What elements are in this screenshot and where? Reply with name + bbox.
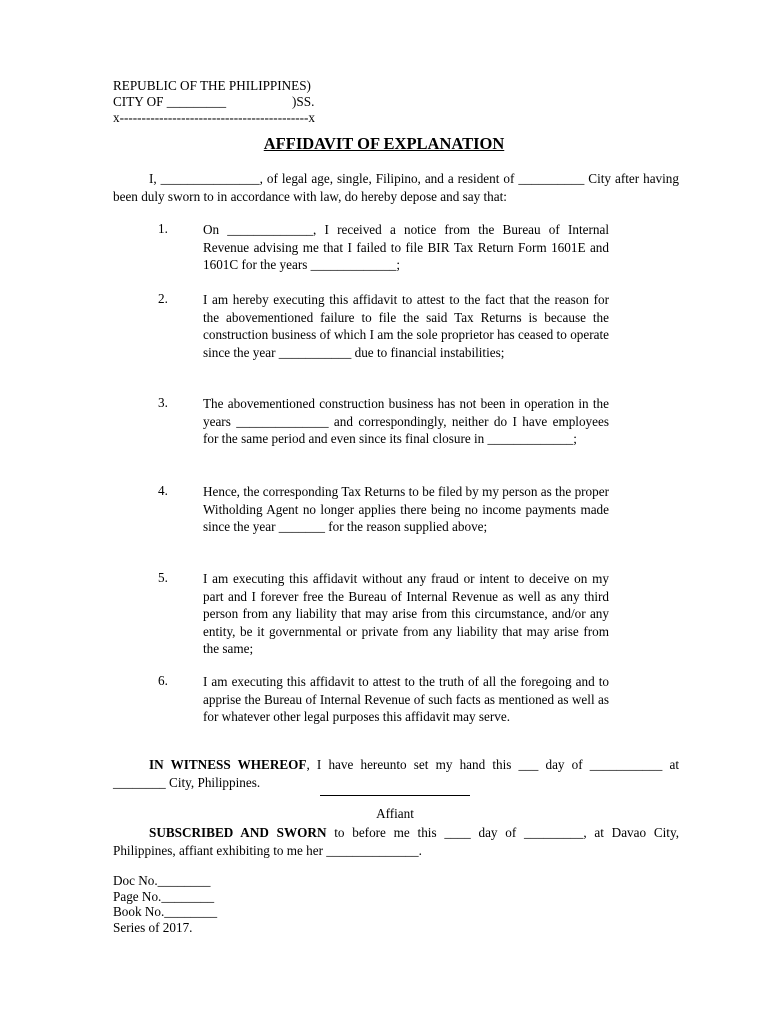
item-number: 4. [158, 483, 168, 498]
item-text: I am executing this affidavit without any fraud or intent to deceive on my part and I forever free the Bureau of Internal Revenue as well as any third person from any liability that may arise from this circumstance, and/or any entity, be it governmental or private from any liability that may arise from the same; [203, 571, 609, 656]
caption-republic: REPUBLIC OF THE PHILIPPINES) [113, 78, 311, 93]
intro-paragraph: I, _______________, of legal age, single, Filipino, and a resident of __________ City after having been duly sworn to in accordance with law, do hereby depose and say that: [113, 171, 679, 204]
item-text: On _____________, I received a notice from the Bureau of Internal Revenue advising me that I failed to file BIR Tax Return Form 1601E and 1601C for the years _____________; [203, 222, 609, 272]
doc-number: Doc No.________ [113, 873, 211, 888]
caption-city: CITY OF _________ )SS. [113, 94, 315, 109]
jurat-text: to before me this ____ day of _________, at Davao City, Philippines, affiant exhibiting to me her ______________. [113, 825, 680, 858]
item-number: 6. [158, 673, 168, 688]
book-number: Book No.________ [113, 904, 218, 919]
item-number: 5. [158, 570, 168, 585]
jurat-heading: SUBSCRIBED AND SWORN [149, 825, 327, 840]
item-number: 3. [158, 395, 168, 410]
item-text: I am hereby executing this affidavit to attest to the fact that the reason for the abovementioned failure to file the said Tax Returns is because the construction business of which I am the sole proprietor has ceased to operate since the year ___________ due to financial instabilities; [203, 292, 609, 360]
witness-text: , I have hereunto set my hand this ___ day of ___________ at ________ City, Philippines. [113, 757, 679, 790]
notarial-register [113, 873, 217, 935]
witness-paragraph [113, 756, 679, 791]
item-number: 2. [158, 291, 168, 306]
witness-heading: IN WITNESS WHEREOF [149, 757, 307, 772]
venue-caption [113, 78, 315, 126]
affiant-label: Affiant [376, 806, 414, 821]
item-number: 1. [158, 221, 168, 236]
item-text: The abovementioned construction business has not been in operation in the years ______________ and correspondingly, neither do I have employees for the same period and even since its final closure in _____________; [203, 396, 609, 446]
item-text: Hence, the corresponding Tax Returns to be filed by my person as the proper Witholding Agent no longer applies there being no income payments made since the year _______ for the reason supplied above; [203, 484, 609, 534]
document-title: AFFIDAVIT OF EXPLANATION [263, 134, 505, 153]
signature-line [320, 795, 470, 796]
series-year: Series of 2017. [113, 919, 193, 935]
caption-separator: x-------------------------------------------x [113, 110, 316, 125]
page-number: Page No.________ [113, 888, 215, 904]
jurat-paragraph [113, 824, 679, 859]
item-text: I am executing this affidavit to attest to the truth of all the foregoing and to apprise the Bureau of Internal Revenue of such facts as mentioned as well as for whatever other legal purposes this affidavit may serve. [203, 674, 609, 724]
